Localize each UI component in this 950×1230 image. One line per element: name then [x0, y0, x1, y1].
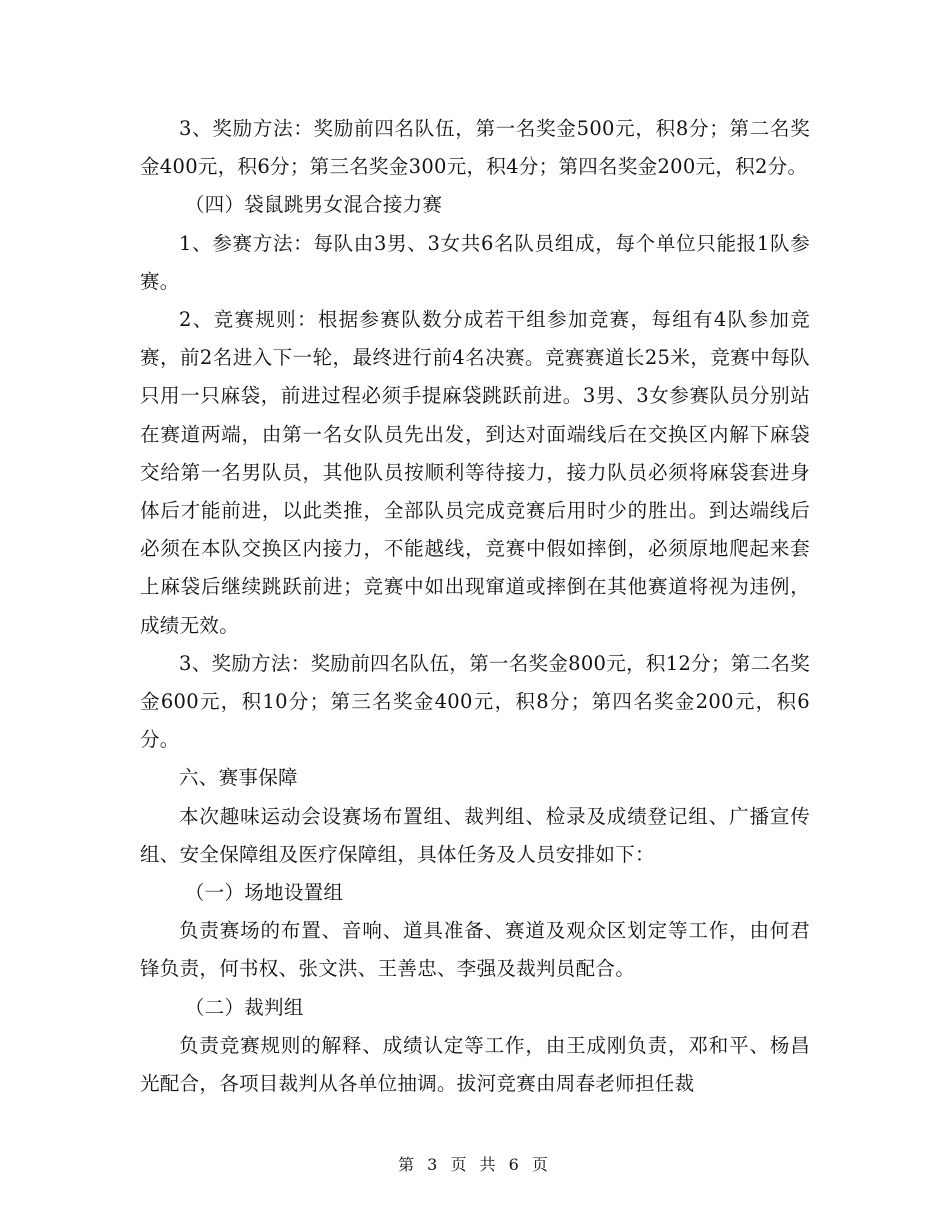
paragraph-reward-method-3: 3、奖励方法：奖励前四名队伍，第一名奖金500元，积8分；第二名奖金400元，积6分；第三名奖金300元，积4分；第四名奖金200元，积2分。: [140, 117, 810, 179]
paragraph-reward-method-4: 3、奖励方法：奖励前四名队伍，第一名奖金800元，积12分；第二名奖金600元，积10分；第三名奖金400元，积8分；第四名奖金200元，积6分。: [140, 651, 810, 752]
paragraph-entry-method: 1、参赛方法：每队由3男、3女共6名队员组成，每个单位只能报1队参赛。: [140, 231, 810, 293]
paragraph-competition-rules: 2、竞赛规则：根据参赛队数分成若干组参加竞赛，每组有4队参加竞赛，前2名进入下一轮，最终进行前4名决赛。竞赛赛道长25米，竞赛中每队只用一只麻袋，前进过程必须手提麻袋跳跃前进。3男、3女参赛队员分别站在赛道两端，由第一名女队员先出发，到达对面端线后在交换区内解下麻袋交给第一名男队员，其他队员按顺利等待接力，接力队员必须将麻袋套进身体后才能前进，以此类推，全部队员完成竞赛后用时少的胜出。到达端线后必须在本队交换区内接力，不能越线，竞赛中假如摔倒，必须原地爬起来套上麻袋后继续跳跃前进；竞赛中如出现窜道或摔倒在其他赛道将视为违例，成绩无效。: [140, 308, 810, 637]
section-heading-event-support: 六、赛事保障: [179, 766, 298, 790]
document-body: [140, 110, 810, 1103]
paragraph-referee-group: 负责竞赛规则的解释、成绩认定等工作，由王成刚负责，邓和平、杨昌光配合，各项目裁判从各单位抽调。拔河竞赛由周春老师担任裁: [140, 1033, 810, 1096]
paragraph-venue-group: 负责赛场的布置、音响、道具准备、赛道及观众区划定等工作，由何君锋负责，何书权、张文洪、王善忠、李强及裁判员配合。: [140, 919, 810, 981]
section-heading-kangaroo-relay: （四）袋鼠跳男女混合接力赛: [184, 193, 443, 217]
section-heading-referee-group: （二）裁判组: [184, 995, 304, 1019]
section-heading-venue-group: （一）场地设置组: [184, 881, 344, 905]
paragraph-support-overview: 本次趣味运动会设赛场布置组、裁判组、检录及成绩登记组、广播宣传组、安全保障组及医疗保障组，具体任务及人员安排如下：: [140, 804, 810, 866]
page-footer: 第 3 页 共 6 页: [398, 1155, 552, 1174]
